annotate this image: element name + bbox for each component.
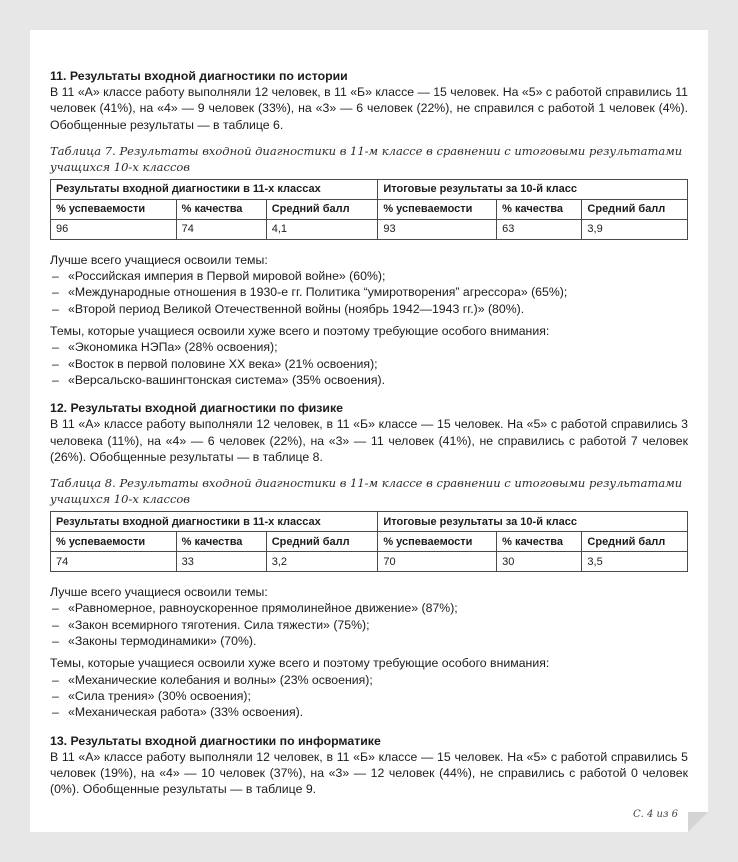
- results-table: [50, 179, 688, 240]
- column-header: % успеваемости: [378, 199, 497, 219]
- list-item: – «Экономика НЭПа» (28% освоения);: [50, 339, 688, 355]
- best-topics-intro: Лучше всего учащиеся освоили темы:: [50, 252, 268, 267]
- worst-topics-list: [50, 672, 688, 721]
- column-header: Средний балл: [266, 199, 378, 219]
- table-row: [51, 219, 688, 239]
- section-title: 13. Результаты входной диагностики по информатике: [50, 733, 381, 748]
- worst-topics-list: [50, 339, 688, 388]
- table-cell: 33: [176, 552, 266, 572]
- list-item: – «Второй период Великой Отечественной войны (ноябрь 1942—1943 гг.)» (80%).: [50, 301, 688, 317]
- best-topics-list: [50, 600, 688, 649]
- section-title: 11. Результаты входной диагностики по истории: [50, 69, 348, 83]
- group-header-left: Результаты входной диагностики в 11-х классах: [51, 512, 378, 532]
- list-item: – «Механические колебания и волны» (23% освоения);: [50, 672, 688, 688]
- section-title: 12. Результаты входной диагностики по физике: [50, 401, 343, 416]
- column-header: % успеваемости: [378, 532, 497, 552]
- group-header-right: Итоговые результаты за 10-й класс: [378, 512, 688, 532]
- column-header: % успеваемости: [51, 199, 177, 219]
- table-cell: 30: [497, 552, 582, 572]
- table-cell: 93: [378, 219, 497, 239]
- column-header: Средний балл: [582, 532, 688, 552]
- list-item: – «Законы термодинамики» (70%).: [50, 633, 688, 649]
- column-header: % качества: [497, 199, 582, 219]
- table-cell: 3,5: [582, 552, 688, 572]
- table-row: [51, 552, 688, 572]
- section-paragraph: В 11 «А» классе работу выполняли 12 человек, в 11 «Б» классе — 15 человек. На «5» с работой справились 11 человек (41%), на «4» — 9 человек (33%), на «3» — 6 человек (22%), не справился с работой 1 человек (4%). Обобщенные результаты — в таблице 6.: [50, 85, 688, 132]
- section-paragraph: В 11 «А» классе работу выполняли 12 человек, в 11 «Б» классе — 15 человек. На «5» с работой справились 5 человек (19%), на «4» — 10 человек (37%), на «3» — 12 человек (44%), не справились с работой 0 человек (0%). Обобщенные результаты — в таблице 9.: [50, 749, 688, 797]
- section-history: [50, 68, 688, 388]
- section-paragraph: В 11 «А» классе работу выполняли 12 человек, в 11 «Б» классе — 15 человек. На «5» с работой справились 3 человека (11%), на «4» — 6 человек (22%), на «3» — 11 человек (41%), не справились с работой 7 человек (26%). Обобщенные результаты — в таблице 8.: [50, 417, 688, 464]
- column-header: % качества: [497, 532, 582, 552]
- section-physics: [50, 400, 688, 720]
- table-group-row: [51, 179, 688, 199]
- column-header: % качества: [176, 199, 266, 219]
- table-group-row: [51, 512, 688, 532]
- worst-topics-intro: Темы, которые учащиеся освоили хуже всего и поэтому требующие особого внимания:: [50, 324, 550, 339]
- table-caption: Таблица 7. Результаты входной диагностики в 11-м классе в сравнении с итоговыми результатами учащихся 10-х классов: [50, 143, 683, 174]
- list-item: – «Российская империя в Первой мировой войне» (60%);: [50, 268, 688, 284]
- best-topics-intro: Лучше всего учащиеся освоили темы:: [50, 585, 268, 600]
- table-cell: 74: [51, 552, 177, 572]
- table-cell: 3,9: [582, 219, 688, 239]
- column-header: Средний балл: [266, 532, 378, 552]
- table-header-row: [51, 532, 688, 552]
- table-cell: 63: [497, 219, 582, 239]
- results-table: [50, 511, 688, 572]
- column-header: Средний балл: [582, 199, 688, 219]
- best-topics-list: [50, 268, 688, 317]
- column-header: % успеваемости: [51, 532, 177, 552]
- list-item: – «Сила трения» (30% освоения);: [50, 688, 688, 704]
- group-header-left: Результаты входной диагностики в 11-х классах: [51, 179, 378, 199]
- group-header-right: Итоговые результаты за 10-й класс: [378, 179, 688, 199]
- list-item: – «Закон всемирного тяготения. Сила тяжести» (75%);: [50, 617, 688, 633]
- table-header-row: [51, 199, 688, 219]
- section-informatics: [50, 733, 688, 798]
- page-fold-corner: [688, 812, 708, 832]
- list-item: – «Международные отношения в 1930-е гг. Политика “умиротворения” агрессора» (65%);: [50, 284, 688, 300]
- list-item: – «Равномерное, равноускоренное прямолинейное движение» (87%);: [50, 600, 688, 616]
- list-item: – «Версальско-вашингтонская система» (35% освоения).: [50, 372, 688, 388]
- table-cell: 96: [51, 219, 177, 239]
- table-cell: 4,1: [266, 219, 378, 239]
- list-item: – «Механическая работа» (33% освоения).: [50, 704, 688, 720]
- table-cell: 70: [378, 552, 497, 572]
- table-cell: 3,2: [266, 552, 378, 572]
- list-item: – «Восток в первой половине XX века» (21% освоения);: [50, 356, 688, 372]
- worst-topics-intro: Темы, которые учащиеся освоили хуже всего и поэтому требующие особого внимания:: [50, 656, 550, 671]
- column-header: % качества: [176, 532, 266, 552]
- table-cell: 74: [176, 219, 266, 239]
- document-page: [30, 30, 708, 832]
- table-caption: Таблица 8. Результаты входной диагностики в 11-м классе в сравнении с итоговыми результатами учащихся 10-х классов: [50, 476, 683, 507]
- page-number: С. 4 из 6: [633, 809, 678, 820]
